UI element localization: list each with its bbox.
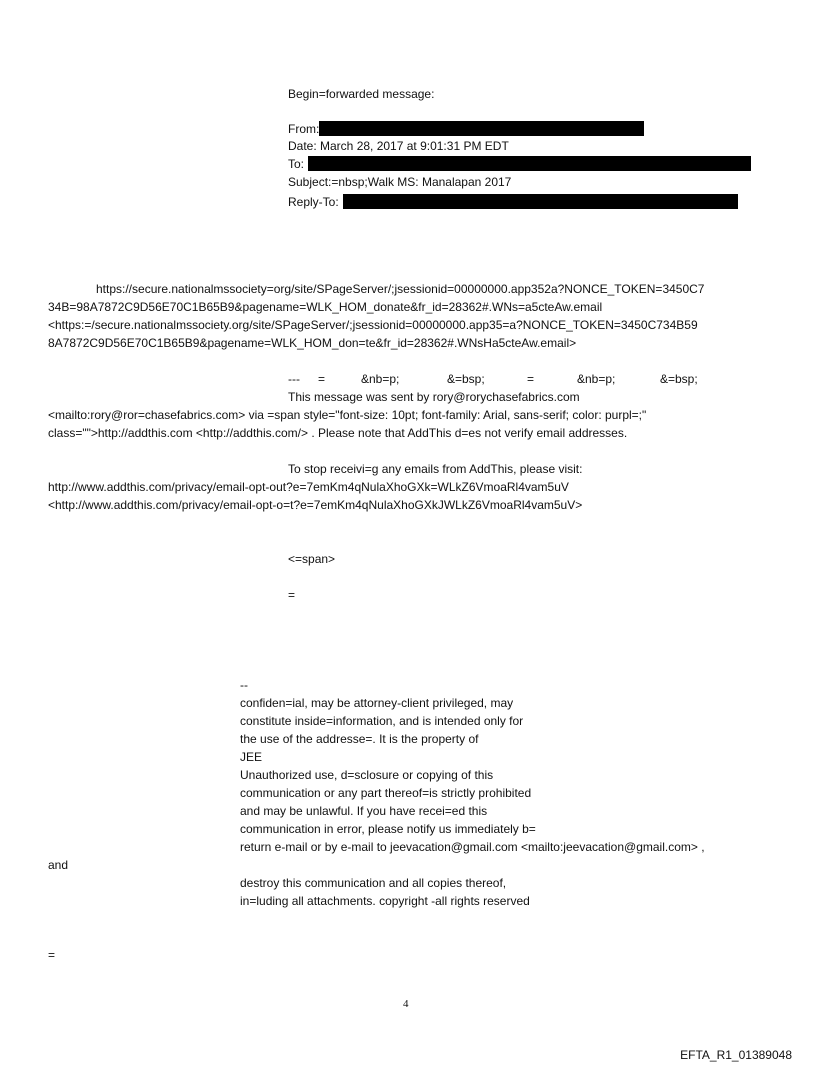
to-line xyxy=(288,156,751,172)
from-label: From: xyxy=(288,122,320,136)
stop-emails-line: To stop receivi=g any emails from AddThis, please visit: xyxy=(288,462,583,476)
entity-token: &=bsp; xyxy=(660,372,698,386)
date-line: Date: March 28, 2017 at 9:01:31 PM EDT xyxy=(288,139,509,153)
reply-to-label: Reply-To: xyxy=(288,195,339,209)
entity-token: &nb=p; xyxy=(361,372,400,386)
disclaimer-line: the use of the addresse=. It is the property of xyxy=(240,732,479,746)
disclaimer-and: and xyxy=(48,858,69,872)
disclaimer-line: communication or any part thereof=is strictly prohibited xyxy=(240,786,532,800)
addthis-notice-line: class="">http://addthis.com <http://addthis.com/> . Please note that AddThis d=es not verify email addresses. xyxy=(48,426,628,440)
entity-token: &nb=p; xyxy=(577,372,616,386)
entity-token: = xyxy=(527,372,535,386)
forwarded-header-line: Begin=forwarded message: xyxy=(288,87,435,101)
sent-by-mailto-line: <mailto:rory@ror=chasefabrics.com> via =span style="font-size: 10pt; font-family: Arial, sans-serif; color: purpl=;" xyxy=(48,408,647,422)
disclaimer-line: return e-mail or by e-mail to jeevacation@gmail.com <mailto:jeevacation@gmail.com> , xyxy=(240,840,705,854)
equals-token: = xyxy=(48,948,56,962)
entity-token: = xyxy=(318,372,326,386)
opt-out-url-line: http://www.addthis.com/privacy/email-opt-out?e=7emKm4qNulaXhoGXk=WLkZ6VmoaRl4vam5uV xyxy=(48,480,569,494)
subject-line: Subject:=nbsp;Walk MS: Manalapan 2017 xyxy=(288,175,512,189)
opt-out-url-line-bracketed: <http://www.addthis.com/privacy/email-opt-o=t?e=7emKm4qNulaXhoGXkJWLkZ6VmoaRl4vam5uV> xyxy=(48,498,583,512)
disclaimer-line: Unauthorized use, d=sclosure or copying of this xyxy=(240,768,494,782)
donate-url-line-4: 8A7872C9D56E70C1B65B9&pagename=WLK_HOM_don=te&fr_id=28362#.WNsHa5cteAw.email> xyxy=(48,336,577,350)
to-label: To: xyxy=(288,157,305,171)
redaction-block xyxy=(308,156,751,171)
document-id: EFTA_R1_01389048 xyxy=(680,1048,792,1062)
disclaimer-line: constitute inside=information, and is intended only for xyxy=(240,714,524,728)
entity-token: --- xyxy=(288,372,300,386)
reply-to-line xyxy=(288,194,738,210)
donate-url-line-1: https://secure.nationalmssociety=org/site/SPageServer/;jsessionid=00000000.app352a?NONCE_TOKEN=3450C7 xyxy=(96,282,705,296)
equals-token: = xyxy=(288,588,296,602)
redaction-block xyxy=(343,194,738,209)
disclaimer-line: JEE xyxy=(240,750,263,764)
donate-url-line-3: <https:=/secure.nationalmssociety.org/site/SPageServer/;jsessionid=00000000.app35=a?NONCE_TOKEN=3450C734B59 xyxy=(48,318,698,332)
disclaimer-line: and may be unlawful. If you have recei=ed this xyxy=(240,804,488,818)
span-close-token: <=span> xyxy=(288,552,336,566)
redaction-block xyxy=(319,121,644,136)
disclaimer-line: communication in error, please notify us immediately b= xyxy=(240,822,536,836)
from-line xyxy=(288,121,644,137)
sent-by-line: This message was sent by rory@rorychasefabrics.com xyxy=(288,390,580,404)
page-number: 4 xyxy=(403,998,409,1010)
disclaimer-line: in=luding all attachments. copyright -all rights reserved xyxy=(240,894,530,908)
disclaimer-line: destroy this communication and all copies thereof, xyxy=(240,876,507,890)
donate-url-line-2: 34B=98A7872C9D56E70C1B65B9&pagename=WLK_HOM_donate&fr_id=28362#.WNs=a5cteAw.email xyxy=(48,300,603,314)
signature-dashes: -- xyxy=(240,678,248,692)
entity-token: &=bsp; xyxy=(447,372,485,386)
disclaimer-line: confiden=ial, may be attorney-client privileged, may xyxy=(240,696,514,710)
